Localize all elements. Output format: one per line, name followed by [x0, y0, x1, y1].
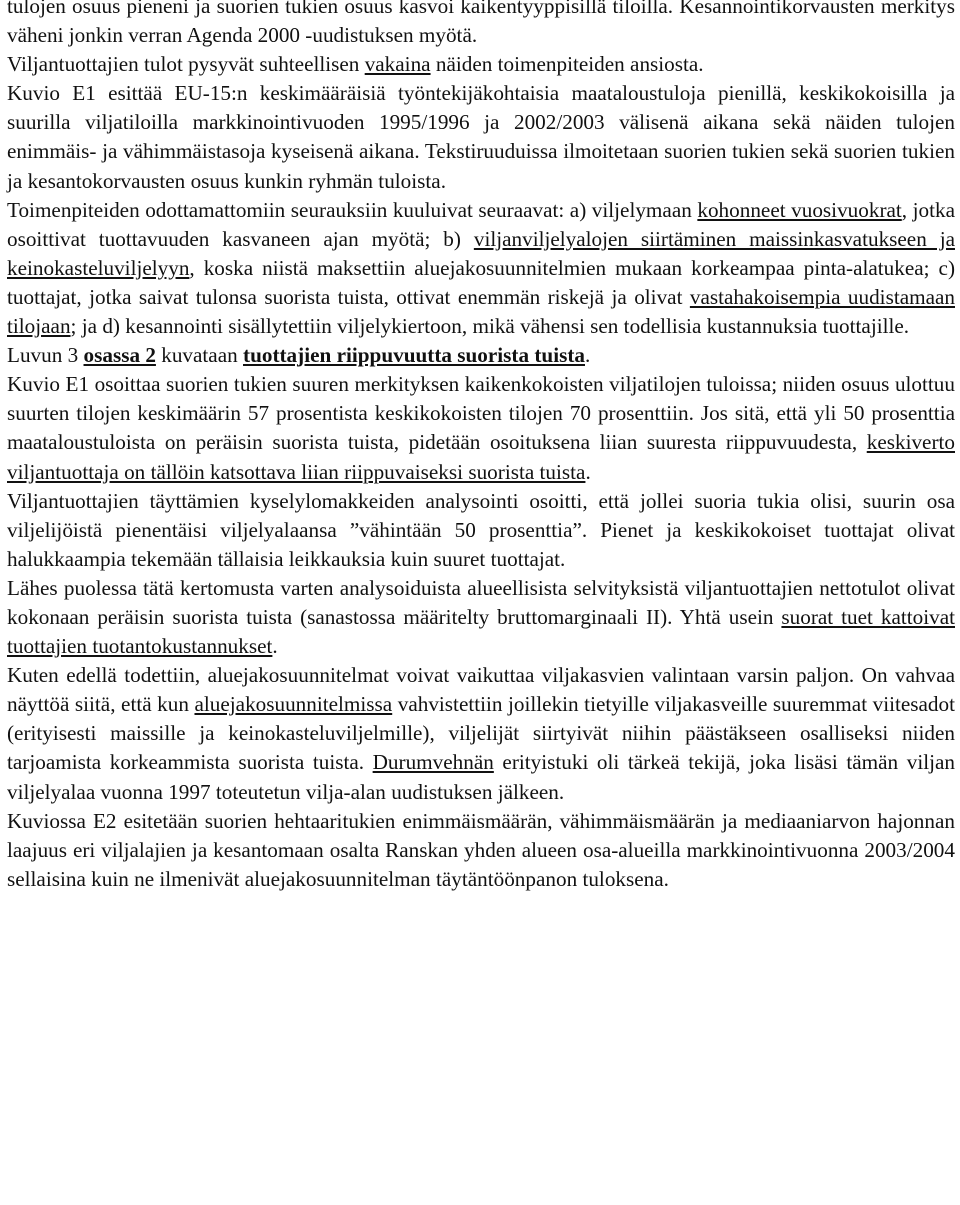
paragraph-stable-income: [7, 50, 955, 79]
paragraph-figure-e2-description: [7, 807, 955, 894]
paragraph-questionnaire-analysis: [7, 487, 955, 574]
text-segment: Kuten edellä todettiin, aluejakosuunnitelmat voivat vaikuttaa viljakasvien valintaan varsin paljon. On vahvaa näyttöä siitä, että kun: [7, 663, 955, 717]
text-segment: vahvistettiin joillekin tietyille viljakasveille suuremmat viitesadot (erityisesti maissille ja keinokasteluviljelmille), viljelijät siirtyivät niihin päästäkseen osalliseksi niiden tarjoamista korkeammista suorista tuista.: [7, 692, 955, 775]
text-segment: Kuvio E1 esittää EU-15:n keskimääräisiä työntekijäkohtaisia maataloustuloja pienillä, keskikokoisilla ja suurilla viljatiloilla markkinointivuoden 1995/1996 ja 2002/2003 välisenä aikana sekä näiden tulojen enimmäis- ja vähimmäistasoja kyseisenä aikana. Tekstiruuduissa ilmoitetaan suorien tukien sekä suorien tukien ja kesantokorvausten osuus kunkin ryhmän tuloista.: [7, 81, 955, 193]
text-segment: Kuvio E1 osoittaa suorien tukien suuren merkityksen kaikenkokoisten viljatilojen tuloissa; niiden osuus ulottuu suurten tilojen keskimäärin 57 prosentista keskikokoisten tilojen 70 prosenttiin. Jos sitä, että yli 50 prosenttia maataloustuloista on peräisin suorista tuista, pidetään osoituksena liian suuresta riippuvuudesta,: [7, 372, 955, 455]
paragraph-chapter-reference: [7, 341, 955, 370]
paragraph-dependence-on-aid: [7, 370, 955, 486]
underlined-term: aluejakosuunnitelmissa: [194, 692, 393, 717]
text-segment: kuvataan: [155, 343, 244, 368]
text-segment: Toimenpiteiden odottamattomiin seurauksiin kuuluivat seuraavat: a) viljelymaan: [7, 197, 698, 222]
text-segment: .: [272, 634, 278, 659]
text-segment: .: [585, 343, 591, 368]
paragraph-unexpected-consequences: [7, 196, 955, 341]
underlined-term: viljanviljelyalojen siirtäminen maissinkasvatukseen ja keinokasteluviljelyyn: [7, 226, 955, 280]
text-segment: .: [585, 459, 591, 484]
paragraph-income-share: [7, 0, 955, 50]
paragraph-regionalisation-plans: [7, 661, 955, 806]
paragraph-figure-e1-description: [7, 79, 955, 195]
section-link: osassa 2: [83, 343, 156, 368]
text-segment: , jotka osoittivat tuottavuuden kasvaneen ajan myötä; b): [7, 197, 955, 251]
text-segment: Viljantuottajien tulot pysyvät suhteellisen: [7, 52, 365, 77]
text-segment: Kuviossa E2 esitetään suorien hehtaaritukien enimmäismäärän, vähimmäismäärän ja mediaaniarvon hajonnan laajuus eri viljalajien ja kesantomaan osalta Ranskan yhden alueen osa-alueilla markkinointivuonna 2003/2004 sellaisina kuin ne ilmenivät aluejakosuunnitelman täytäntöönpanon tuloksena.: [7, 808, 955, 891]
underlined-term: Durumvehnän: [372, 750, 494, 775]
text-segment: Lähes puolessa tätä kertomusta varten analysoiduista alueellisista selvityksistä viljantuottajien nettotulot olivat kokonaan peräisin suorista tuista (sanastossa määritelty bruttomarginaali II). Yhtä usein: [7, 575, 955, 629]
underlined-term: kohonneet vuosivuokrat: [697, 197, 902, 222]
underlined-term: vakaina: [364, 52, 431, 77]
underlined-term: keskiverto viljantuottaja on tällöin katsottava liian riippuvaiseksi suorista tuista: [7, 430, 955, 484]
topic-link: tuottajien riippuvuutta suorista tuista: [243, 343, 585, 368]
underlined-term: vastahakoisempia uudistamaan tilojaan: [7, 284, 955, 339]
text-segment: ; ja d) kesannointi sisällytettiin viljelykiertoon, mikä vähensi sen todellisia kustannuksia tuottajille.: [70, 314, 910, 339]
text-segment: Viljantuottajien täyttämien kyselylomakkeiden analysointi osoitti, että jollei suoria tukia olisi, suurin osa viljelijöistä pienentäisi viljelyalaansa ”vähintään 50 prosenttia”. Pienet ja keskikokoiset tuottajat olivat halukkaampia tekemään tällaisia leikkauksia kuin suuret tuottajat.: [7, 488, 955, 571]
text-segment: tulojen osuus pieneni ja suorien tukien osuus kasvoi kaikentyyppisillä tiloilla. Kesannointikorvausten merkitys väheni jonkin verran Agenda 2000 -uudistuksen myötä.: [7, 0, 955, 48]
text-segment: erityistuki oli tärkeä tekijä, joka lisäsi tämän viljan viljelyalaa vuonna 1997 toteutetun vilja-alan uudistuksen jälkeen.: [7, 750, 955, 804]
document-page: [7, 0, 955, 894]
text-segment: , koska niistä maksettiin aluejakosuunnitelmien mukaan korkeampaa pinta-alatukea; c) tuottajat, jotka saivat tulonsa suorista tuista, ottivat enemmän riskejä ja olivat: [7, 255, 955, 309]
underlined-term: suorat tuet kattoivat tuottajien tuotantokustannukset: [7, 604, 955, 659]
text-segment: Luvun 3: [7, 343, 84, 368]
text-segment: näiden toimenpiteiden ansiosta.: [430, 52, 704, 77]
paragraph-regional-surveys: [7, 574, 955, 661]
